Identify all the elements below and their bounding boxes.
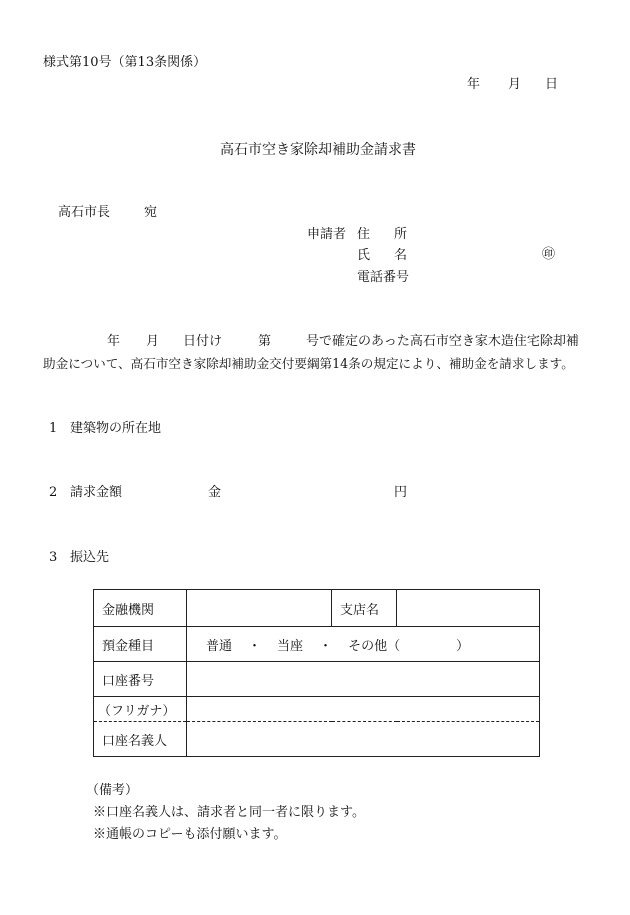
body-line2: 助金について、高石市空き家除却補助金交付要綱第14条の規定により、補助金を請求します。 bbox=[43, 356, 574, 371]
section3-number: 3 bbox=[49, 550, 58, 565]
body-year: 年 bbox=[107, 334, 121, 349]
address-label-char1: 住 bbox=[357, 227, 371, 242]
address-label-char2: 所 bbox=[394, 227, 408, 242]
phone-label: 電話番号 bbox=[357, 270, 410, 285]
section2-kin: 金 bbox=[208, 485, 222, 500]
seal-mark: ㊞ bbox=[542, 247, 556, 262]
account-type-options-cell bbox=[187, 627, 540, 662]
form-number: 様式第10号（第13条関係） bbox=[43, 55, 207, 70]
furigana-value-cell[interactable] bbox=[187, 697, 540, 722]
applicant-label: 申請者 bbox=[307, 227, 347, 242]
account-type-other-close: ） bbox=[456, 638, 470, 654]
account-type-separator: ・ bbox=[248, 638, 262, 654]
branch-label-cell: 支店名 bbox=[332, 590, 397, 627]
date-year-label: 年 bbox=[467, 77, 481, 92]
body-line1-rest: 号で確定のあった高石市空き家木造住宅除却補 bbox=[306, 334, 579, 349]
table-row bbox=[94, 590, 540, 627]
name-label-char1: 氏 bbox=[357, 248, 371, 263]
date-month-label: 月 bbox=[508, 77, 522, 92]
branch-value-cell[interactable] bbox=[397, 590, 540, 627]
table-row bbox=[94, 722, 540, 757]
section2-number: 2 bbox=[49, 485, 58, 500]
holder-label-cell: 口座名義人 bbox=[94, 722, 187, 757]
body-dated: 日付け bbox=[183, 334, 223, 349]
section1-label: 建築物の所在地 bbox=[70, 421, 162, 436]
page-title: 高石市空き家除却補助金請求書 bbox=[220, 142, 416, 158]
account-number-label-cell: 口座番号 bbox=[94, 662, 187, 697]
notes-heading: （備考） bbox=[86, 783, 139, 798]
table-row bbox=[94, 697, 540, 722]
account-number-value-cell[interactable] bbox=[187, 662, 540, 697]
furigana-label-cell: （フリガナ） bbox=[94, 697, 187, 722]
account-type-other[interactable]: その他（ bbox=[348, 638, 401, 654]
account-type-ordinary[interactable]: 普通 bbox=[206, 638, 233, 654]
table-row bbox=[94, 662, 540, 697]
body-number-prefix: 第 bbox=[258, 334, 272, 349]
bank-value-cell[interactable] bbox=[187, 590, 332, 627]
name-label-char2: 名 bbox=[394, 248, 408, 263]
account-type-label-cell: 預金種目 bbox=[94, 627, 187, 662]
account-type-current[interactable]: 当座 bbox=[277, 638, 304, 654]
note-item-2: ※通帳のコピーも添付願います。 bbox=[93, 827, 287, 842]
date-day-label: 日 bbox=[545, 77, 559, 92]
table-row bbox=[94, 627, 540, 662]
account-type-separator: ・ bbox=[319, 638, 333, 654]
section1-number: 1 bbox=[49, 421, 58, 436]
addressee-honorific: 宛 bbox=[144, 205, 158, 220]
addressee-name: 高石市長 bbox=[58, 205, 111, 220]
holder-value-cell[interactable] bbox=[187, 722, 540, 757]
note-item-1: ※口座名義人は、請求者と同一者に限ります。 bbox=[93, 805, 365, 820]
section2-yen: 円 bbox=[394, 485, 408, 500]
body-month: 月 bbox=[146, 334, 160, 349]
bank-account-table bbox=[93, 589, 540, 757]
section3-label: 振込先 bbox=[70, 550, 110, 565]
bank-label-cell: 金融機関 bbox=[94, 590, 187, 627]
section2-label: 請求金額 bbox=[70, 485, 123, 500]
